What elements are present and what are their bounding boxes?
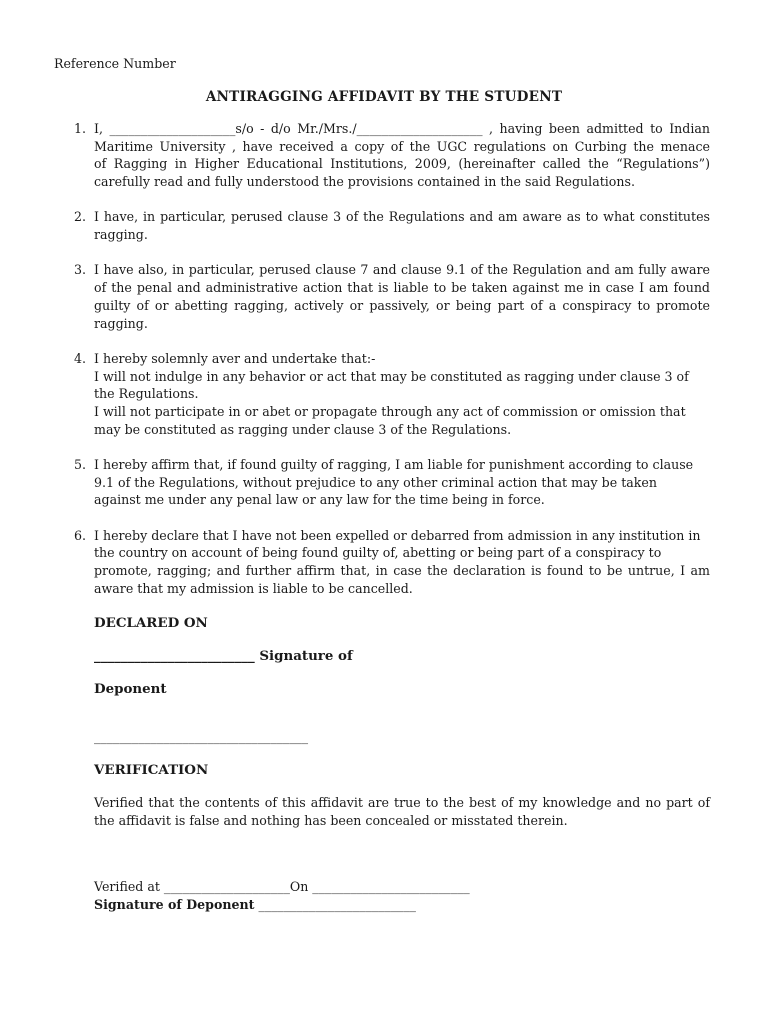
clause-number: 5. <box>74 456 87 472</box>
clause-line: the Regulations. <box>94 386 199 402</box>
clause-number: 2. <box>74 209 87 225</box>
signature-of-line: ________________________ Signature of <box>94 648 353 664</box>
clause-line: of Ragging in Higher Educational Institutions, 2009, (hereinafter called the “Regulations”) <box>94 156 710 172</box>
signature-deponent-row <box>94 896 710 914</box>
verification-text <box>94 794 710 829</box>
clause-1 <box>0 120 710 191</box>
clause-4 <box>0 350 710 439</box>
signature-deponent-label: Signature of Deponent <box>94 897 255 912</box>
signature-deponent-blank: _________________________ <box>258 897 416 912</box>
clause-line: ragging. <box>94 227 148 243</box>
clause-line: 9.1 of the Regulations, without prejudice to any other criminal action that may be taken <box>94 474 657 490</box>
declared-on-heading: DECLARED ON <box>94 615 208 631</box>
clause-line: carefully read and fully understood the provisions contained in the said Regulations. <box>94 174 635 190</box>
clause-line: I will not indulge in any behavior or act that may be constituted as ragging under clause 3 of <box>94 368 689 384</box>
clause-line: promote, ragging; and further affirm that, in case the declaration is found to be untrue, I am <box>94 563 710 579</box>
clause-line: I have also, in particular, perused clause 7 and clause 9.1 of the Regulation and am fully aware <box>94 262 710 278</box>
verification-line: Verified that the contents of this affidavit are true to the best of my knowledge and no part of <box>94 795 710 810</box>
clause-number: 4. <box>74 350 87 366</box>
verification-line: the affidavit is false and nothing has been concealed or misstated therein. <box>94 812 568 828</box>
date-blank-line: __________________________________ <box>94 729 309 744</box>
clause-line: the country on account of being found guilty of, abetting or being part of a conspiracy to <box>94 545 662 561</box>
reference-number-label: Reference Number <box>54 56 176 71</box>
clause-2 <box>0 208 710 243</box>
clause-list <box>0 120 768 615</box>
clause-line: I hereby declare that I have not been expelled or debarred from admission in any institution in <box>94 527 701 543</box>
clause-line: I have, in particular, perused clause 3 of the Regulations and am aware as to what constitutes <box>94 209 710 225</box>
clause-line: aware that my admission is liable to be cancelled. <box>94 580 413 596</box>
clause-number: 6. <box>74 527 87 543</box>
verified-at-line: Verified at ____________________On _________________________ <box>94 879 470 894</box>
clause-number: 1. <box>74 121 87 136</box>
clause-line: I hereby solemnly aver and undertake that:- <box>94 350 376 366</box>
deponent-label: Deponent <box>94 681 167 697</box>
clause-line: ragging. <box>94 315 148 331</box>
clause-line: I will not participate in or abet or propagate through any act of commission or omission that <box>94 403 686 419</box>
clause-line: I, ____________________s/o - d/o Mr./Mrs./____________________ , having been admitted to Indian <box>94 121 710 136</box>
clause-line: Maritime University , have received a copy of the UGC regulations on Curbing the menace <box>94 138 710 154</box>
clause-line: may be constituted as ragging under clause 3 of the Regulations. <box>94 421 512 437</box>
clause-line: against me under any penal law or any law for the time being in force. <box>94 492 545 508</box>
clause-line: guilty of or abetting ragging, actively or passively, or being part of a conspiracy to promote <box>94 297 710 313</box>
clause-6 <box>0 527 710 598</box>
verification-heading: VERIFICATION <box>94 762 209 778</box>
clause-3 <box>0 261 710 332</box>
document-title: ANTIRAGGING AFFIDAVIT BY THE STUDENT <box>205 89 563 105</box>
clause-number: 3. <box>74 262 87 278</box>
clause-line: I hereby affirm that, if found guilty of ragging, I am liable for punishment according to clause <box>94 456 694 472</box>
clause-line: of the penal and administrative action that is liable to be taken against me in case I am found <box>94 280 710 296</box>
clause-5 <box>0 456 710 509</box>
